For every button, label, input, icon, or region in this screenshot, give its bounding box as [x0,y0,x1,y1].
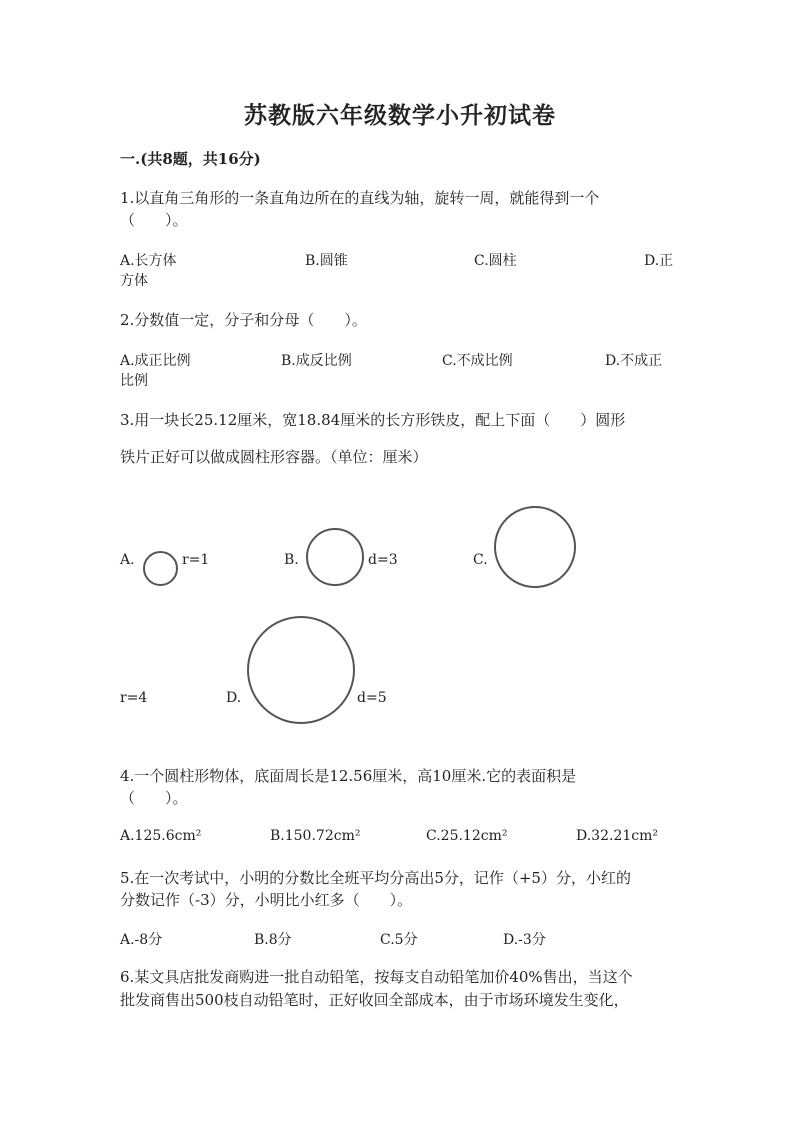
question-5-option-b: B.8分 [254,932,292,948]
question-1-text-line2: （ ）。 [120,211,188,229]
question-4-text-line2: （ ）。 [120,789,188,807]
question-6-text-line1: 6.某文具店批发商购进一批自动铅笔，按每支自动铅笔加价40%售出，当这个 [120,968,633,986]
question-2-option-b: B.成反比例 [281,353,352,369]
question-5-option-d: D.-3分 [503,932,546,948]
question-1-option-a: A.长方体 [120,253,177,269]
question-4-text-line1: 4.一个圆柱形物体，底面周长是12.56厘米，高10厘米.它的表面积是 [120,767,577,785]
question-3-option-b-value: d=3 [368,552,398,568]
question-4-option-b: B.150.72cm² [270,828,361,844]
question-4-option-c: C.25.12cm² [426,828,508,844]
section-heading: 一.(共8题，共16分) [120,150,261,168]
question-2-option-a: A.成正比例 [120,353,191,369]
circle-b-image [306,528,364,586]
question-5-option-c: C.5分 [380,932,418,948]
question-2-option-wrap: 比例 [120,373,148,389]
question-1-option-wrap: 方体 [120,273,148,289]
question-3-option-c-value: r=4 [120,690,148,706]
question-2-option-c: C.不成比例 [442,353,513,369]
circle-c-image [494,506,576,588]
page-title: 苏教版六年级数学小升初试卷 [244,102,556,129]
question-2-option-d: D.不成正 [605,353,663,369]
question-3-option-b-label: B. [284,552,299,568]
question-5-option-a: A.-8分 [120,932,163,948]
question-3-text-line2: 铁片正好可以做成圆柱形容器。（单位：厘米） [120,448,428,466]
question-5-text-line1: 5.在一次考试中，小明的分数比全班平均分高出5分，记作（+5）分，小红的 [120,869,631,887]
question-3-text-line1: 3.用一块长25.12厘米，宽18.84厘米的长方形铁皮，配上下面（ ）圆形 [120,411,626,429]
question-3-option-a-value: r=1 [182,552,210,568]
question-5-text-line2: 分数记作（-3）分，小明比小红多（ ）。 [120,891,413,909]
circle-a-image [143,551,178,586]
question-6-text-line2: 批发商售出500枝自动铅笔时，正好收回全部成本，由于市场环境发生变化， [120,991,629,1009]
question-4-option-a: A.125.6cm² [120,828,202,844]
question-1-option-d: D.正 [644,253,674,269]
question-1-option-b: B.圆锥 [305,253,348,269]
circle-d-image [247,616,355,724]
question-1-text-line1: 1.以直角三角形的一条直角边所在的直线为轴，旋转一周，就能得到一个 [120,189,600,207]
question-3-option-c-label: C. [473,552,488,568]
question-1-option-c: C.圆柱 [474,253,517,269]
question-3-option-d-value: d=5 [357,690,387,706]
question-2-text: 2.分数值一定，分子和分母（ ）。 [120,311,367,329]
question-4-option-d: D.32.21cm² [576,828,658,844]
question-3-option-a-label: A. [120,552,135,568]
question-3-option-d-label: D. [226,690,242,706]
